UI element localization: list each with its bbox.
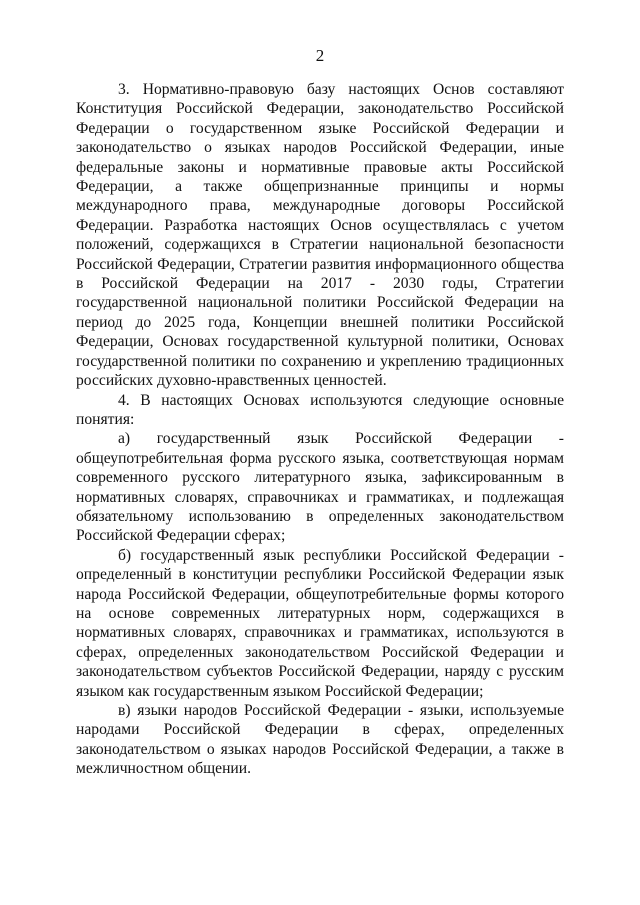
document-body	[76, 80, 564, 779]
paragraph-3-legal-basis: 3. Нормативно-правовую базу настоящих Основ составляют Конституция Российской Федерации, законодательство Российской Федерации о государственном языке Российской Федерации и законодательство о языках народов Российской Федерации, иные федеральные законы и нормативные правовые акты Российской Федерации, а также общепризнанные принципы и нормы международного права, международные договоры Российской Федерации. Разработка настоящих Основ осуществлялась с учетом положений, содержащихся в Стратегии национальной безопасности Российской Федерации, Стратегии развития информационного общества в Российской Федерации на 2017 - 2030 годы, Стратегии государственной национальной политики Российской Федерации на период до 2025 года, Концепции внешней политики Российской Федерации, Основах государственной культурной политики, Основах государственной политики по сохранению и укреплению традиционных российских духовно-нравственных ценностей.	[76, 81, 564, 390]
definition-c-peoples-languages: в) языки народов Российской Федерации - языки, используемые народами Российской Федерации в сферах, определенных законодательством о языках народов Российской Федерации, а также в межличностном общении.	[76, 702, 564, 778]
definition-b-republic-language: б) государственный язык республики Российской Федерации - определенный в конституции республики Российской Федерации язык народа Российской Федерации, общеупотребительные формы которого на основе современных литературных норм, содержащихся в нормативных словарях, справочниках и грамматиках, используются в сферах, определенных законодательством Российской Федерации и законодательством субъектов Российской Федерации, наряду с русским языком как государственным языком Российской Федерации;	[76, 546, 564, 700]
definition-a-state-language: а) государственный язык Российской Федерации - общеупотребительная форма русского языка, соответствующая нормам современного русского литературного языка, зафиксированным в нормативных словарях, справочниках и грамматиках, и подлежащая обязательному использованию в определенных законодательством Российской Федерации сферах;	[76, 430, 564, 545]
paragraph-4-definitions-intro: 4. В настоящих Основах используются следующие основные понятия:	[76, 391, 564, 428]
page-number: 2	[315, 46, 325, 65]
